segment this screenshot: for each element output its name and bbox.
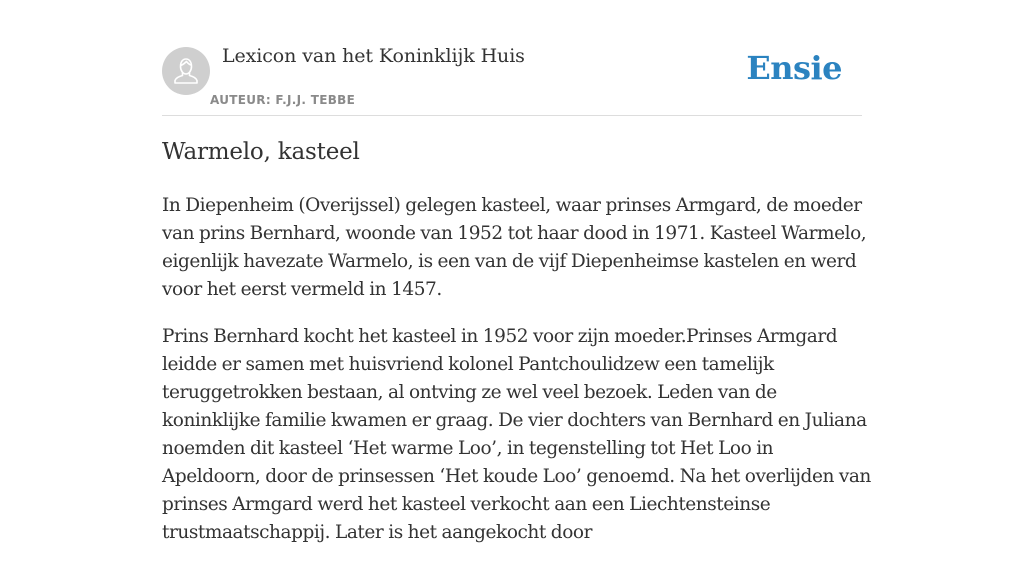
article-paragraph: Prins Bernhard kocht het kasteel in 1952 voor zijn moeder.Prinses Armgard leidde er samen met huisvriend kolonel Pantchoulidzew een tamelijk teruggetrokken bestaan, al ontving ze wel veel bezoek. Leden van de koninklijke familie kwamen er graag. De vier dochters van Bernhard en Juliana noemden dit kasteel ‘Het warme Loo’, in tegenstelling tot Het Loo in Apeldoorn, door de prinsessen ‘Het koude Loo’ genoemd. Na het overlijden van prinses Armgard werd het kasteel verkocht aan een Liechtensteinse trustmaatschappij. Later is het aangekocht door: [162, 326, 871, 543]
source-title[interactable]: Lexicon van het Koninklijk Huis: [222, 45, 525, 67]
author-label[interactable]: AUTEUR: F.J.J. TEBBE: [210, 93, 356, 107]
user-silhouette-icon: [162, 47, 210, 95]
header-divider: [162, 115, 862, 116]
article-title: Warmelo, kasteel: [162, 139, 360, 165]
article-page: [162, 0, 871, 543]
article-body: [162, 192, 872, 566]
article-paragraph: In Diepenheim (Overijssel) gelegen kasteel, waar prinses Armgard, de moeder van prins Bernhard, woonde van 1952 tot haar dood in 1971. Kasteel Warmelo, eigenlijk havezate Warmelo, is een van de vijf Diepenheimse kastelen en werd voor het eerst vermeld in 1457.: [162, 195, 867, 300]
author-avatar[interactable]: [162, 47, 210, 95]
brand-logo[interactable]: Ensie: [746, 49, 842, 87]
